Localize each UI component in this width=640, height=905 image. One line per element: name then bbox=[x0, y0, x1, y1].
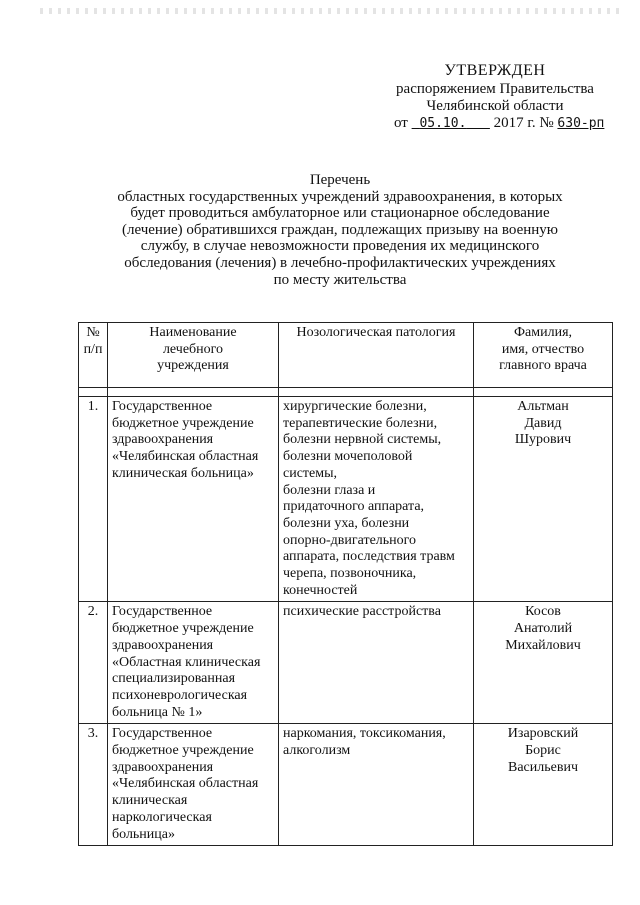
institution-name-line: Государственное bbox=[112, 726, 213, 742]
heading-line: по месту жительства bbox=[273, 271, 407, 288]
table-row bbox=[79, 397, 613, 602]
chief-doctor-name-line: Васильевич bbox=[508, 759, 578, 775]
pathology-list-line: опорно-двигательного bbox=[283, 532, 417, 548]
chief-doctor-name bbox=[474, 724, 613, 846]
chief-doctor-name-line: Борис bbox=[525, 743, 561, 759]
pathology-list bbox=[279, 397, 474, 602]
table-row bbox=[79, 602, 613, 724]
institution-name-line: психоневрологическая bbox=[112, 687, 248, 703]
institution-name-line: «Челябинская областная bbox=[112, 776, 259, 792]
heading-line: службу, в случае невозможности проведения их медицинского bbox=[140, 238, 540, 255]
approval-line: Челябинской области bbox=[426, 98, 564, 114]
approval-line: распоряжением Правительства bbox=[396, 81, 594, 97]
row-number: 1. bbox=[79, 397, 108, 602]
table-row bbox=[79, 724, 613, 846]
approval-number: 630-рп bbox=[557, 116, 605, 131]
spacer-cell bbox=[79, 388, 108, 397]
pathology-list-line: болезни уха, болезни bbox=[283, 515, 410, 531]
pathology-list bbox=[279, 602, 474, 724]
pathology-list-line: алкоголизм bbox=[283, 743, 351, 759]
document-heading bbox=[100, 172, 580, 288]
pathology-list bbox=[279, 724, 474, 846]
pathology-list-line: наркомания, токсикомания, bbox=[283, 726, 446, 742]
pathology-list-line: конечностей bbox=[283, 582, 358, 598]
heading-line: обследования (лечения) в лечебно-профилактических учреждениях bbox=[124, 254, 556, 271]
institution-name-line: Государственное bbox=[112, 604, 213, 620]
institution-name-line: здравоохранения bbox=[112, 432, 214, 448]
institutions-table bbox=[78, 322, 613, 846]
pathology-list-line: болезни мочеполовой bbox=[283, 449, 413, 465]
approval-stamp bbox=[390, 62, 605, 132]
chief-doctor-name-line: Косов bbox=[525, 604, 561, 620]
pathology-list-line: системы, bbox=[283, 465, 338, 481]
institution-name bbox=[108, 397, 279, 602]
row-number: 3. bbox=[79, 724, 108, 846]
heading-line: будет проводиться амбулаторное или стационарное обследование bbox=[130, 205, 550, 222]
heading-line: областных государственных учреждений здравоохранения, в которых bbox=[117, 188, 563, 205]
institution-name-line: бюджетное учреждение bbox=[112, 415, 254, 431]
header-number: № п/п bbox=[79, 323, 108, 388]
institution-name-line: Государственное bbox=[112, 399, 213, 414]
spacer-cell bbox=[279, 388, 474, 397]
chief-doctor-name-line: Изаровский bbox=[507, 726, 579, 742]
institution-name-line: наркологическая bbox=[112, 809, 212, 825]
pathology-list-line: аппарата, последствия травм bbox=[283, 549, 455, 565]
chief-doctor-name-line: Анатолий bbox=[513, 621, 573, 637]
scan-artifact bbox=[40, 8, 620, 14]
institution-name-line: здравоохранения bbox=[112, 759, 214, 775]
spacer-cell bbox=[474, 388, 613, 397]
approval-title: УТВЕРЖДЕН bbox=[444, 62, 546, 79]
heading-line: (лечение) обратившихся граждан, подлежащих призыву на военную bbox=[121, 221, 559, 238]
row-number: 2. bbox=[79, 602, 108, 724]
spacer-cell bbox=[108, 388, 279, 397]
date-prefix: от bbox=[394, 115, 408, 131]
year-text: 2017 г. № bbox=[493, 115, 554, 131]
table-header-row bbox=[79, 323, 613, 388]
header-chief-doctor: Фамилия, имя, отчество главного врача bbox=[474, 323, 613, 388]
pathology-list-line: терапевтические болезни, bbox=[283, 415, 438, 431]
pathology-list-line: болезни нервной системы, bbox=[283, 432, 442, 448]
institution-name-line: клиническая bbox=[112, 793, 188, 809]
header-pathology: Нозологическая патология bbox=[279, 323, 474, 388]
approval-date: 05.10. bbox=[419, 116, 467, 131]
institution-name-line: больница» bbox=[112, 826, 175, 842]
institution-name-line: «Челябинская областная bbox=[112, 449, 259, 465]
chief-doctor-name-line: Шурович bbox=[514, 432, 572, 448]
header-spacer-row bbox=[79, 388, 613, 397]
institution-name-line: бюджетное учреждение bbox=[112, 621, 254, 637]
chief-doctor-name-line: Давид bbox=[524, 415, 562, 431]
header-institution: Наименование лечебного учреждения bbox=[108, 323, 279, 388]
pathology-list-line: придаточного аппарата, bbox=[283, 499, 425, 515]
pathology-list-line: черепа, позвоночника, bbox=[283, 566, 417, 582]
pathology-list-line: психические расстройства bbox=[283, 604, 441, 620]
institution-name-line: здравоохранения bbox=[112, 637, 214, 653]
institution-name bbox=[108, 724, 279, 846]
approval-date-line bbox=[394, 115, 605, 132]
institution-name bbox=[108, 602, 279, 724]
pathology-list-line: хирургические болезни, bbox=[283, 399, 427, 414]
chief-doctor-name-line: Альтман bbox=[517, 399, 569, 414]
institution-name-line: больница № 1» bbox=[112, 704, 203, 720]
institution-name-line: специализированная bbox=[112, 671, 236, 687]
institution-name-line: бюджетное учреждение bbox=[112, 743, 254, 759]
chief-doctor-name bbox=[474, 602, 613, 724]
institution-name-line: клиническая больница» bbox=[112, 465, 254, 481]
chief-doctor-name-line: Михайлович bbox=[505, 637, 581, 653]
pathology-list-line: болезни глаза и bbox=[283, 482, 376, 498]
heading-title: Перечень bbox=[309, 172, 371, 188]
institution-name-line: «Областная клиническая bbox=[112, 654, 261, 670]
chief-doctor-name bbox=[474, 397, 613, 602]
